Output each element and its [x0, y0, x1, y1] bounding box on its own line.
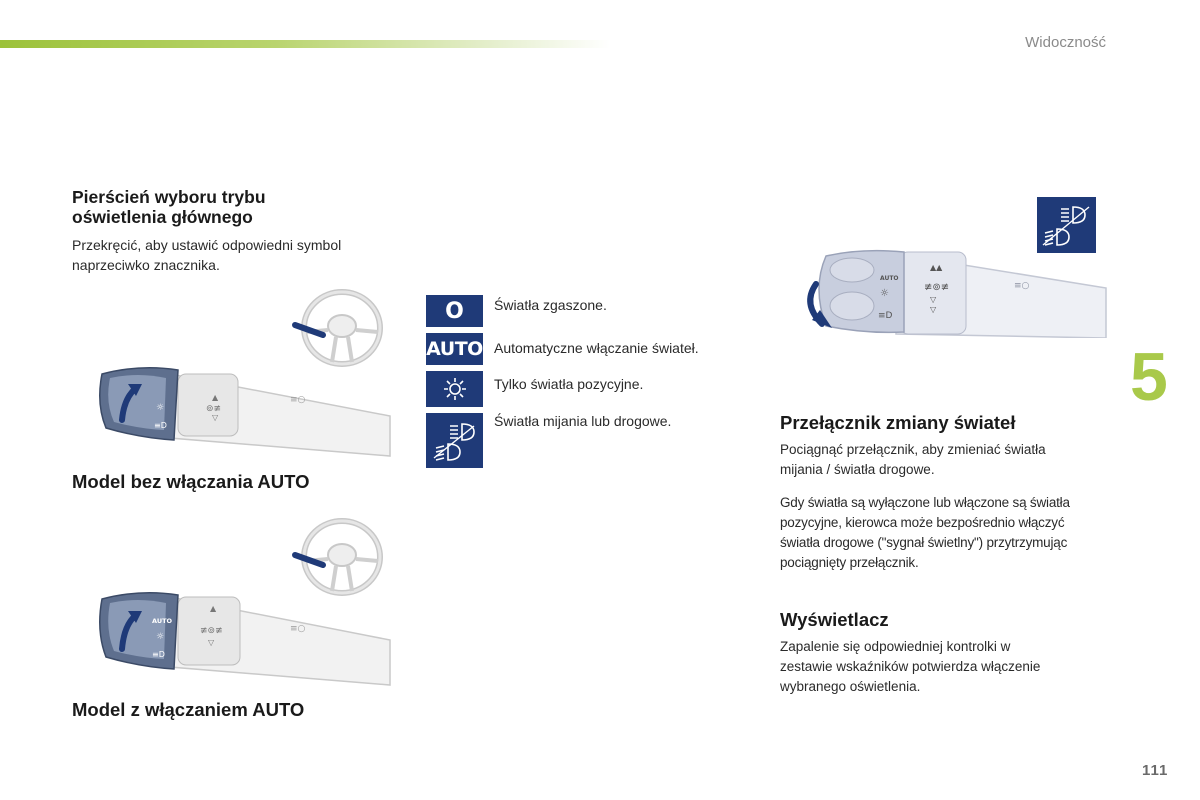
symbol-label-auto: Automatyczne włączanie świateł. — [494, 340, 699, 356]
stalk-auto-label-right: AUTO — [880, 275, 899, 282]
display-description-line-1: Zapalenie się odpowiedniej kontrolki w — [780, 639, 1011, 654]
header-accent-bar — [0, 40, 610, 48]
stalk-illustration-auto — [90, 515, 400, 690]
svg-text:▽: ▽ — [930, 305, 937, 314]
switch-description-line-1: Pociągnąć przełącznik, aby zmieniać światła — [780, 442, 1046, 457]
display-description-line-3: wybranego oświetlenia. — [780, 679, 921, 694]
svg-text:⊚≢: ⊚≢ — [206, 404, 222, 414]
ring-description-line-1: Przekręcić, aby ustawić odpowiedni symbol — [72, 237, 342, 253]
ring-title-line-1: Pierścień wyboru trybu — [72, 187, 266, 207]
flash-description-line-4: pociągnięty przełącznik. — [780, 555, 919, 570]
switch-description-line-2: mijania / światła drogowe. — [780, 462, 935, 477]
ring-description-line-2: naprzeciwko znacznika. — [72, 257, 220, 273]
flash-description-line-2: pozycyjne, kierowca może bezpośrednio włączyć — [780, 515, 1065, 530]
stalk-illustration-no-auto — [90, 288, 400, 463]
auto-lights-icon — [426, 333, 483, 365]
model-auto-heading: Model z włączaniem AUTO — [72, 699, 305, 720]
svg-text:≢⊚≢: ≢⊚≢ — [924, 282, 950, 293]
svg-text:≡D: ≡D — [152, 650, 165, 659]
svg-text:▲: ▲ — [212, 393, 219, 402]
ring-title-line-2: oświetlenia głównego — [72, 207, 253, 227]
main-beam-switch-icon — [1037, 197, 1096, 253]
ring-description — [72, 235, 341, 275]
lights-off-glyph: O — [445, 298, 464, 324]
ring-title — [72, 187, 266, 227]
auto-lights-glyph: AUTO — [426, 338, 483, 360]
svg-text:▽: ▽ — [212, 413, 219, 422]
svg-text:≡D: ≡D — [154, 421, 167, 430]
dipped-main-beam-icon — [426, 413, 483, 468]
display-description — [780, 637, 1040, 697]
stalk-auto-label: AUTO — [152, 617, 173, 625]
flash-description-line-3: światła drogowe ("sygnał świetlny") przytrzymując — [780, 535, 1068, 550]
sidelights-icon — [426, 371, 483, 407]
svg-text:≡○: ≡○ — [290, 624, 306, 634]
symbol-label-off: Światła zgaszone. — [494, 297, 607, 313]
switch-description — [780, 440, 1046, 480]
svg-text:▲▲: ▲▲ — [930, 263, 943, 272]
svg-text:≡D: ≡D — [878, 311, 893, 321]
switch-title: Przełącznik zmiany świateł — [780, 412, 1016, 433]
flash-description-line-1: Gdy światła są wyłączone lub włączone są światła — [780, 495, 1070, 510]
chapter-number: 5 — [1130, 339, 1168, 415]
display-title: Wyświetlacz — [780, 609, 889, 630]
flash-description — [780, 493, 1070, 573]
steering-wheel-icon — [304, 292, 380, 364]
symbol-label-dipped-main: Światła mijania lub drogowe. — [494, 413, 672, 429]
svg-text:▲: ▲ — [210, 604, 217, 613]
steering-wheel-icon — [304, 521, 380, 593]
svg-text:≡○: ≡○ — [290, 395, 306, 405]
svg-text:☼: ☼ — [156, 403, 165, 413]
svg-text:☼: ☼ — [880, 288, 889, 299]
display-description-line-2: zestawie wskaźników potwierdza włączenie — [780, 659, 1041, 674]
svg-text:≡○: ≡○ — [1014, 281, 1030, 291]
svg-text:▽: ▽ — [208, 638, 215, 647]
svg-text:☼: ☼ — [156, 632, 165, 642]
lights-off-icon — [426, 295, 483, 327]
svg-text:≢⊚≢: ≢⊚≢ — [200, 626, 223, 636]
page-number: 111 — [1142, 762, 1169, 779]
light-switch-stalk-illustration — [796, 248, 1108, 338]
model-no-auto-heading: Model bez włączania AUTO — [72, 471, 310, 492]
svg-text:▽: ▽ — [930, 295, 937, 304]
symbol-label-sidelights: Tylko światła pozycyjne. — [494, 376, 644, 392]
section-title: Widoczność — [1025, 34, 1106, 51]
